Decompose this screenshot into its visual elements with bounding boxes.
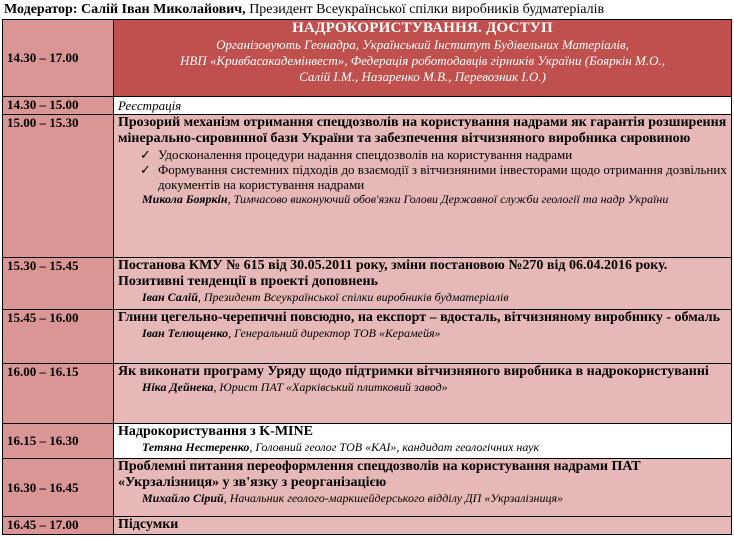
row-time: 15.00 – 15.30: [3, 115, 114, 258]
moderator-label: Модератор: Салій Іван Миколайович,: [4, 2, 246, 17]
speaker: [118, 192, 727, 207]
speaker-role: , Генеральний директор ТОВ «Керамейя»: [228, 326, 441, 340]
agenda-row-summary: [3, 517, 732, 535]
moderator-role: Президент Всеукраїнської спілки виробників будматеріалів: [245, 2, 605, 17]
row-content: [114, 459, 732, 517]
row-time: 16.30 – 16.45: [3, 459, 114, 517]
row-content: [114, 310, 732, 364]
speaker: [118, 326, 727, 341]
row-content: [114, 97, 732, 115]
talk-title: Підсумки: [118, 517, 179, 532]
speaker-role: , Тимчасово виконуючий обов'язки Голови Державної служби геології та надр України: [227, 192, 669, 206]
row-time: 14.30 – 15.00: [3, 97, 114, 115]
speaker-role: , Юрист ПАТ «Харківський плитковий завод»: [213, 380, 448, 394]
speaker-name: Іван Телющенко: [142, 326, 229, 340]
row-content: [114, 115, 732, 258]
check-icon: ✓: [140, 162, 151, 177]
talk-title: Надрокористування з K-MINE: [118, 424, 313, 439]
session-header: [114, 20, 732, 97]
bullet-list: [118, 147, 727, 192]
session-organizers-2: НВП «Кривбасакадемінвест», Федерація роботодавців гірників України (Бояркін М.О.,: [180, 53, 665, 68]
session-organizers-1: Організовують Геонадра, Український Інститут Будівельних Матеріалів,: [216, 37, 629, 52]
bullet-item: [140, 147, 727, 162]
agenda-table: [2, 19, 732, 535]
talk-title: Проблемні питання переоформлення спецдозволів на користування надрами ПАТ «Укрзалізниця» у зв'язку з реорганізацією: [118, 459, 641, 490]
row-content: [114, 424, 732, 459]
speaker-name: Микола Бояркін: [142, 192, 228, 206]
agenda-row: [3, 310, 732, 364]
session-title: НАДРОКОРИСТУВАННЯ. ДОСТУП: [292, 20, 553, 36]
row-time: 15.30 – 15.45: [3, 258, 114, 310]
row-time: 15.45 – 16.00: [3, 310, 114, 364]
speaker-name: Михайло Сірий: [142, 491, 224, 505]
row-content: [114, 258, 732, 310]
check-icon: ✓: [140, 147, 151, 162]
row-time: 16.15 – 16.30: [3, 424, 114, 459]
agenda-row: [3, 424, 732, 459]
speaker-name: Ніка Дейнека: [142, 380, 214, 394]
agenda-row: [3, 258, 732, 310]
row-time: 16.45 – 17.00: [3, 517, 114, 535]
agenda-row-registration: [3, 97, 732, 115]
agenda-row: [3, 364, 732, 424]
speaker-role: , Начальник геолого-маркшейдерського відділу ДП «Укрзалізниця»: [223, 491, 564, 505]
registration-label: Реєстрація: [118, 98, 182, 113]
speaker: [118, 491, 727, 506]
moderator-line: [4, 0, 732, 19]
speaker-role: , Головний геолог ТОВ «КАІ», кандидат геологічних наук: [249, 440, 540, 454]
row-time: 16.00 – 16.15: [3, 364, 114, 424]
speaker-name: Іван Салій: [142, 290, 198, 304]
speaker: [118, 380, 727, 395]
session-time: 14.30 – 17.00: [3, 20, 114, 97]
session-header-row: [3, 20, 732, 97]
speaker: [118, 440, 727, 455]
agenda-row: [3, 115, 732, 258]
talk-title: Постанова КМУ № 615 від 30.05.2011 року, зміни постановою №270 від 06.04.2016 року. Позитивні тенденції в проекті доповнень: [118, 258, 668, 289]
talk-title: Глини цегельно-черепичні повсюдно, на експорт – вдосталь, вітчизняному виробнику - обмаль: [118, 310, 721, 325]
row-content: [114, 364, 732, 424]
speaker: [118, 290, 727, 305]
bullet-item: [140, 162, 727, 192]
bullet-text: Формування системних підходів до взаємодії з вітчизняними інвесторами щодо отримання дозвільних документів на користування надрами: [158, 162, 727, 192]
session-organizers-3: Салій І.М., Назаренко М.В., Перевозник І.О.): [299, 69, 546, 84]
speaker-name: Тетяна Нестеренко: [142, 440, 250, 454]
talk-title: Прозорий механізм отримання спецдозволів на користування надрами як гарантія розширення мінерально-сировинної бази України та забезпечення вітчизняного виробника сировиною: [118, 115, 727, 146]
agenda-row: [3, 459, 732, 517]
bullet-text: Удосконалення процедури надання спецдозволів на користування надрами: [158, 147, 573, 162]
row-content: [114, 517, 732, 535]
talk-title: Як виконати програму Уряду щодо підтримки вітчизняного виробника в надрокористуванні: [118, 364, 709, 379]
speaker-role: , Президент Всеукраїнської спілки виробників будматеріалів: [197, 290, 509, 304]
